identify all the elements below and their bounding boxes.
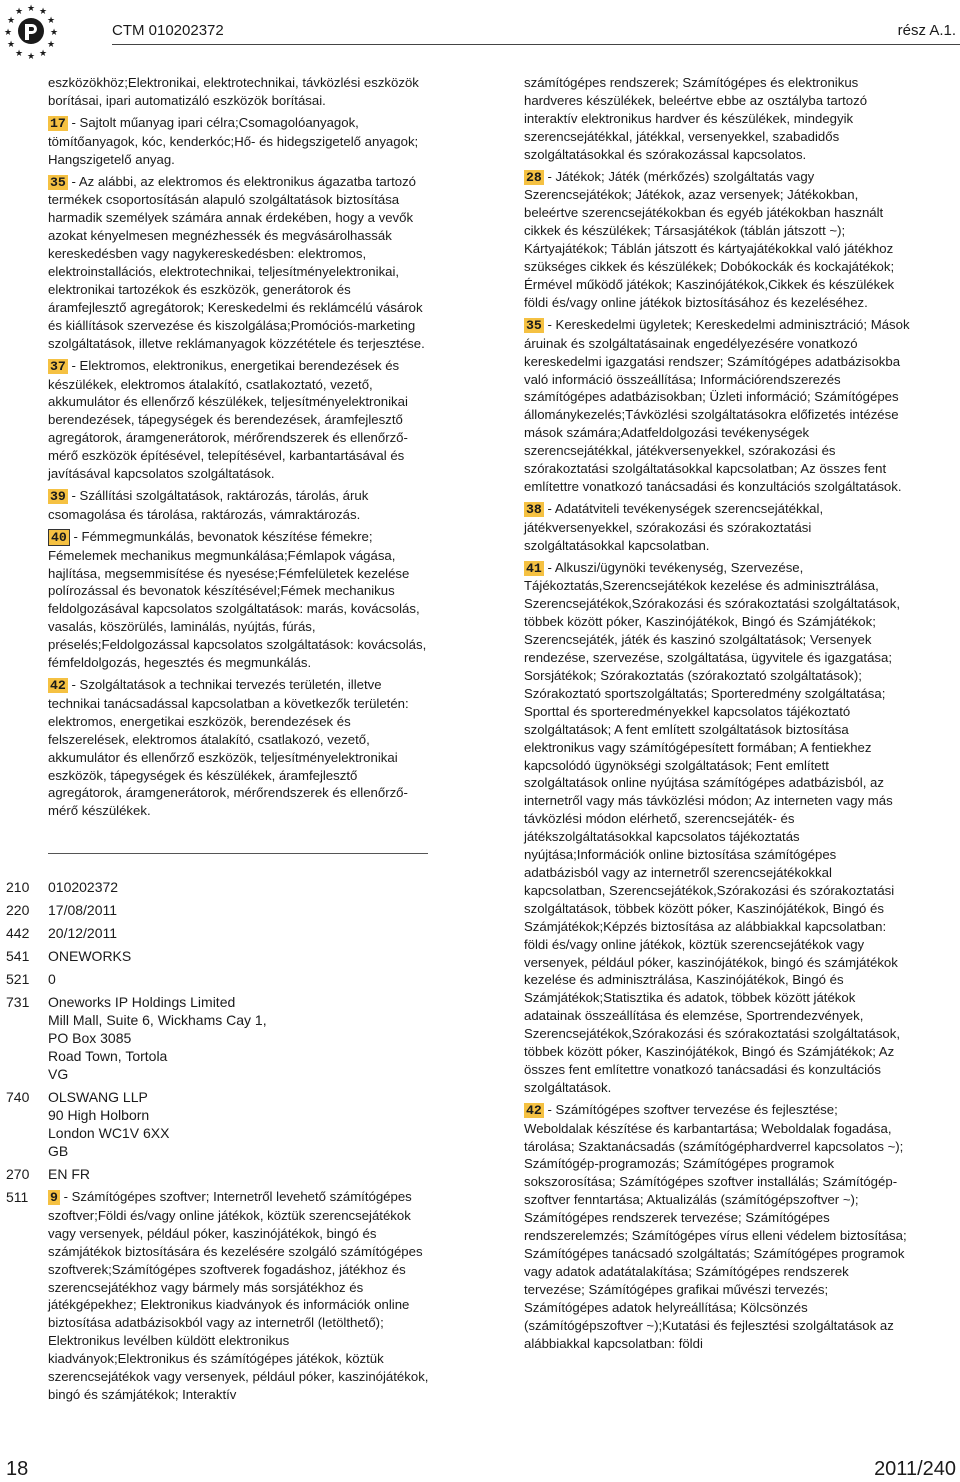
field-value xyxy=(48,1188,430,1404)
field-code: 442 xyxy=(6,925,30,941)
class-description: - Adatátviteli tevékenységek szerencsejátékkal, játékversenyekkel, szórakozási és szórakoztatási szolgáltatásokkal kapcsolatban. xyxy=(524,500,824,553)
class-number-badge: 41 xyxy=(526,560,542,576)
class-paragraph xyxy=(524,559,910,1097)
field-value: OLSWANG LLP 90 High Holborn London WC1V 6XX GB xyxy=(48,1089,170,1159)
class-description: - Sajtolt műanyag ipari célra;Csomagolóanyagok, tömítőanyagok, kóc, kenderkóc;Hő- és hidegszigetelő anyagok; Hangszigetelő anyag. xyxy=(48,114,419,167)
eu-stars-logo xyxy=(2,2,60,60)
svg-text:★: ★ xyxy=(38,7,48,17)
header-divider xyxy=(112,44,960,45)
entry-separator xyxy=(48,853,428,854)
class-paragraph xyxy=(48,528,430,672)
class-number-badge: 28 xyxy=(526,169,542,185)
right-column xyxy=(524,74,910,1356)
class-description: - Számítógépes szoftver tervezése és fejlesztése; Weboldalak készítése és karbantartása; Weboldalak fogadása, tárolása; Szaktanácsadás (számítógéphardverrel kapcsolatos ~); Számítógép-programozás; Számítógépes programok sokszorosítása; Számítógépes szoftver installálás; Számítógép-szoftver fenntartása; Aktualizálás (számítógépszoftver ~); Számítógépes rendszerek tervezése; Számítógépes rendszerelemzés; Számítógépes vírus elleni védelem biztosítása; Számítógépes tanácsadó szolgáltatás; Számítógépes programok vagy adatok adatátalakítása; Számítógépes rendszerek tervezése; Számítógépes grafikai művészi tervezés; Számítógépes adatok helyreállítása; Kölcsönzés (számítógépszoftver ~);Kutatási és fejlesztési szolgáltatások az alábbiakkal kapcsolatban: földi xyxy=(524,1101,907,1351)
svg-text:★: ★ xyxy=(14,49,24,59)
section-label: rész A.1. xyxy=(897,22,956,39)
class-description: - Kereskedelmi ügyletek; Kereskedelmi adminisztráció; Mások áruinak és szolgáltatásainak engedélyezésére vonatkozó kereskedelmi igazgatási rendszer; Számítógépes adatbázisokba való információ összeállítása; Információrendszerezés számítógépes adatbázisokban; Üzleti információ; Számítógépes állománykezelés;Távközlési szolgáltatásokra előfizetés intézése mások számára;Adatfeldolgozási tevékenységek szerencsejátékkal, játékversenyekkel, szórakozási és szórakoztatási szolgáltatásokkal kapcsolatban; Az összes fent említettre vonatkozó tanácsadási és konzultációs szolgáltatások. xyxy=(524,316,910,494)
class-paragraph xyxy=(48,676,430,820)
class-number-badge: 35 xyxy=(50,174,66,190)
field-740 xyxy=(0,1088,440,1162)
svg-text:★: ★ xyxy=(26,52,36,60)
class-description: - Az alábbi, az elektromos és elektronikus ágazatba tartozó termékek csoportosításán alapuló szolgáltatások biztosítása harmadik személyek számára annak érdekében, hogy a vevők azokat kényelmesen megnézhessék és megvásárolhassák kereskedésben vagy nagykereskedésben: elektromos, elektroinstallációs, elektrotechnikai, teljesítményelektronikai, elektronikai tartozékok és eszközök, generátorok és áramfejlesztő agregátorok; Kereskedelmi és reklámcélú vásárok és kiállítások szervezése és kiszolgálása;Promóciós-marketing szolgáltatások, illetve reklámanyagok közzététele és terjesztése. xyxy=(48,173,425,351)
class-number-badge: 42 xyxy=(50,678,66,693)
field-code: 521 xyxy=(6,971,30,987)
field-code: 731 xyxy=(6,994,30,1010)
field-value: 17/08/2011 xyxy=(48,902,118,918)
issue-number: 2011/240 xyxy=(874,1458,956,1480)
field-value: 010202372 xyxy=(48,879,119,895)
paragraph-text: eszközökhöz;Elektronikai, elektrotechnikai, távközlési eszközök borításai, ipari automatizáló eszközök borításai. xyxy=(48,75,419,108)
document-id: CTM 010202372 xyxy=(112,22,224,39)
class-description: - Szállítási szolgáltatások, raktározás, tárolás, áruk csomagolása és tárolása, raktározás, vámraktározás. xyxy=(48,487,369,522)
class-description: - Számítógépes szoftver; Internetről levehető számítógépes szoftver;Földi és/vagy online játékok, köztük szerencsejátékok vagy versenyek, például póker, kaszinójátékok, bingó és számjátékok biztosítására és kezelésére szolgáló számítógépes szoftverek;Számítógépes szoftverek fogadáshoz, játékhoz és szerencsejátékhoz vagy bármely más sorsjátékhoz és játékgépekhez; Elektronikus kiadványok és információk online biztosítása adatbázisokból vagy az internetről (letölthető); Elektronikus levélben küldött elektronikus kiadványok;Elektronikus és számítógépes játékok, köztük szerencsejátékok vagy versenyek, például póker, kaszinójátékok, bingó és számjátékok; Interaktív xyxy=(48,1189,429,1402)
svg-text:★: ★ xyxy=(3,28,13,38)
svg-text:★: ★ xyxy=(49,28,59,38)
svg-text:★: ★ xyxy=(6,16,16,26)
class-number-badge: 35 xyxy=(526,317,542,333)
class-description: - Szolgáltatások a technikai tervezés területén, illetve technikai tanácsadással kapcsolatban a következők területén: elektromos, energetikai eszközök, berendezések és felszerelések, elektromos átalakító, csatlakozó, vezető, akkumulátor és ellenőrző eszközök, teljesítményelektronikai eszközök, tápegységek és készülékek, áramfejlesztő agregátorok, áramgenerátorok, mérőrendszerek és ellenőrző-mérő készülékek. xyxy=(48,677,409,819)
class-paragraph xyxy=(48,173,430,353)
svg-text:★: ★ xyxy=(14,7,24,17)
field-value: Oneworks IP Holdings Limited Mill Mall, Suite 6, Wickhams Cay 1, PO Box 3085 Road Town, Tortola VG xyxy=(48,994,267,1082)
class-description: - Alkuszi/ügynöki tevékenység, Szervezése, Tájékoztatás,Szerencsejátékok kezelése és adminisztrálása, Szerencsejátékok,Szórakozási és szórakoztatási szolgáltatások, többek között póker, Kaszinójátékok, Bingó és Számjátékok; Szerencsejáték, játék és kaszinó szolgáltatások; Versenyek rendezése, szervezése, szolgáltatása, ügyvitele és igazgatása; Sorsjátékok; Szórakoztatás (szórakoztató szolgáltatások); Szórakoztató sportszolgáltatás; Sporteredmény szolgáltatása; Sporttal és sporteredményekkel kapcsolatos tájékoztató szolgáltatások; A fent említett szolgáltatások biztosítása elektronikus vagy számítógépesített formában; A fentiekhez kapcsolódó ügynökségi szolgáltatások; Fent említett szolgáltatások online nyújtása számítógépes adatbázisból, az internetről vagy más távközlési módon; Az interneten vagy más távközlési módon elérhető, szerencsejáték- és játékszolgáltatásokkal kapcsolatos tájékoztatás nyújtása;Információk online biztosítása számítógépes adatbázisból vagy az internetről szerencsejátékokkal kapcsolatban, Szerencsejátékok,Szórakozási és szórakoztatási szolgáltatások, többek között póker, Kaszinójátékok, Bingó és Számjátékok;Képzés biztosítása az alábbiakkal kapcsolatban: földi és/vagy online játékok, köztük szerencsejátékok vagy versenyek, például póker, kaszinójátékok, bingó és számjátékok kezelése és adminisztrálása, Kaszinójátékok, Bingó és Számjátékok;Statisztika és adatok, többek között játékok adatainak összeállítása és elemzése, Sportrendezvények, Szerencsejátékok,Szórakozási és szórakoztatási szolgáltatások, többek között póker, Kaszinójátékok, Bingó és Számjátékok; Az összes fent említettre vonatkozó tanácsadási és konzultációs szolgáltatások. xyxy=(524,559,901,1095)
field-code: 220 xyxy=(6,902,30,918)
left-column xyxy=(48,74,430,824)
class-number-badge: 38 xyxy=(526,501,542,517)
svg-text:★: ★ xyxy=(46,40,56,50)
field-code: 210 xyxy=(6,879,30,895)
svg-text:★: ★ xyxy=(38,49,48,59)
paragraph xyxy=(524,74,910,164)
class-description: - Fémmegmunkálás, bevonatok készítése fémekre; Fémelemek mechanikus megmunkálása;Fémlapok vágása, hajlítása, megsemmisítése és nyesése;Fémfelületek kezelése polírozással és bevonatok készítésével;Fémek mechanikus feldolgozásával kapcsolatos szolgáltatások: marás, kovácsolás, vasalás, köszörülés, laminálás, nyújtás, fúrás, préselés;Feldolgozással kapcsolatos szolgáltatások: kovácsolás, fémfeldolgozás, hegesztés és megmunkálás. xyxy=(48,528,427,671)
field-value: 0 xyxy=(48,971,56,987)
field-731 xyxy=(0,993,440,1085)
class-number-badge: 39 xyxy=(50,488,66,504)
class-number-badge: 42 xyxy=(526,1102,542,1118)
page-number: 18 xyxy=(6,1458,29,1480)
class-paragraph xyxy=(48,114,430,169)
field-value: 20/12/2011 xyxy=(48,925,118,941)
class-number-badge: 37 xyxy=(50,358,66,374)
class-paragraph xyxy=(48,357,430,483)
field-code: 511 xyxy=(6,1189,29,1205)
field-code: 270 xyxy=(6,1166,30,1182)
paragraph-text: számítógépes rendszerek; Számítógépes és elektronikus hardveres készülékek, beleértve ebbe az osztályba tartozó interaktív elektronikus hardver és készülékek, mindegyik szerencsejátékkal, játékkal, versenyekkel, szabadidős szolgáltatásokkal és szórakozással kapcsolatos. xyxy=(524,75,868,162)
paragraph xyxy=(48,74,430,110)
class-description: - Játékok; Játék (mérkőzés) szolgáltatás vagy Szerencsejátékok; Játékok, azaz versenyek; Játékokban, beleértve szerencsejátékokban és egyéb játékokban használt cikkek és készülékek; Társasjátékok (táblán játszott ~); Kártyajátékok; Táblán játszott és kártyajátékokkal való játékhoz szükséges cikkek és készülékek; Dobókockák és kockajátékok; Érmével működő játékok; Kaszinójátékok,Cikkek és készülékek földi és/vagy online játékok biztosításához és kezeléséhez. xyxy=(524,168,895,310)
svg-text:★: ★ xyxy=(6,40,16,50)
class-paragraph xyxy=(524,168,910,312)
class-number-badge: 17 xyxy=(50,115,66,131)
field-value: ONEWORKS xyxy=(48,948,132,964)
field-value: EN FR xyxy=(48,1166,90,1182)
field-code: 740 xyxy=(6,1089,30,1105)
class-paragraph xyxy=(48,487,430,524)
class-number-badge: 40 xyxy=(48,529,70,546)
class-description: - Elektromos, elektronikus, energetikai berendezések és készülékek, elektromos átalakító, csatlakoztató, vezető, akkumulátor és ellenőrző készülékek, teljesítményelektronikai berendezések, tápegységek és berendezések, áramfejlesztő agregátorok, áramgenerátorok, mérőrendszerek és ellenőrző-mérő eszközök építésével, telepítésével, karbantartásával és javításával kapcsolatos szolgáltatások. xyxy=(48,357,408,482)
field-code: 541 xyxy=(6,948,30,964)
class-paragraph xyxy=(524,1101,910,1353)
svg-text:★: ★ xyxy=(46,16,56,26)
class-paragraph xyxy=(524,316,910,496)
svg-text:★: ★ xyxy=(26,4,36,14)
class-paragraph xyxy=(524,500,910,555)
class-number-badge: 9 xyxy=(50,1190,58,1205)
